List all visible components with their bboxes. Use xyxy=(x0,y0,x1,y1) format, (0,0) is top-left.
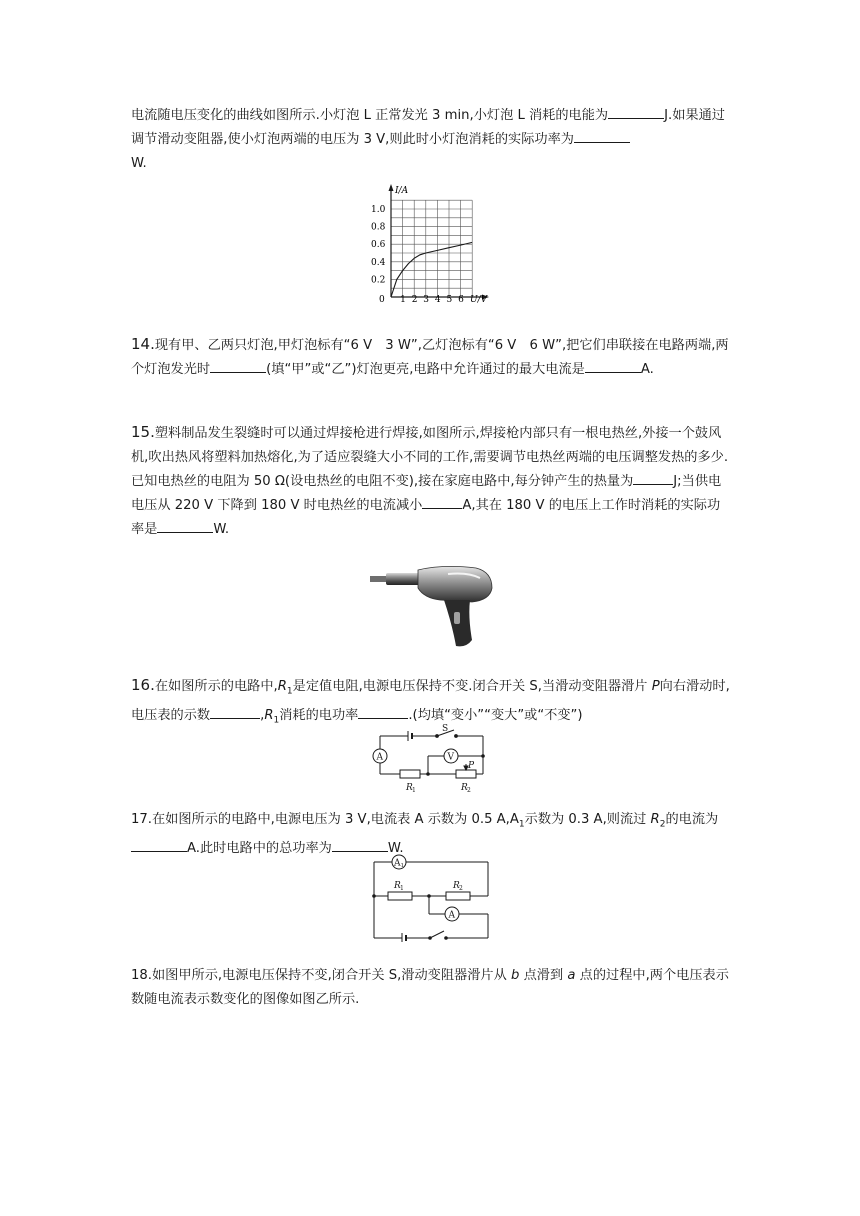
x-tick-label: 1 xyxy=(400,295,406,305)
answer-blank[interactable] xyxy=(131,837,187,852)
nozzle xyxy=(386,573,420,585)
answer-blank[interactable] xyxy=(358,704,408,719)
question-18-text: 18.如图甲所示,电源电压保持不变,闭合开关 S,滑动变阻器滑片从 b 点滑到 a 点的过程中,两个电压表示数随电流表示数变化的图像如图乙所示. xyxy=(131,968,729,1007)
y-axis-label: I/A xyxy=(395,186,409,196)
resistor-r1 xyxy=(388,892,412,900)
iu-curve xyxy=(391,242,472,297)
x-tick-label: 4 xyxy=(434,295,441,305)
svg-text:R: R xyxy=(406,783,413,793)
x-tick-label: 5 xyxy=(446,295,453,305)
y-axis-arrow xyxy=(389,184,394,191)
svg-text:1: 1 xyxy=(400,885,404,892)
answer-blank[interactable] xyxy=(210,704,260,719)
y-tick-label: 0.8 xyxy=(371,222,386,233)
origin-label: 0 xyxy=(379,295,385,305)
heat-gun-image xyxy=(368,562,498,650)
question-14-text: 14.现有甲、乙两只灯泡,甲灯泡标有“6 V 3 W”,乙灯泡标有“6 V 6 W”,把它们串联接在电路两端,两个灯泡发光时 (填“甲”或“乙”)灯泡更亮,电路中允许通过的最大电流是 A. xyxy=(131,335,729,377)
x-tick-label: 3 xyxy=(423,295,430,305)
iu-graph xyxy=(362,183,492,305)
answer-blank[interactable] xyxy=(422,494,462,509)
answer-blank[interactable] xyxy=(574,128,630,143)
y-tick-label: 1.0 xyxy=(371,205,386,215)
x-tick-label: 2 xyxy=(411,295,418,305)
switch xyxy=(430,931,444,938)
answer-blank[interactable] xyxy=(633,470,673,485)
circuit-q16 xyxy=(368,724,490,796)
question-15-text: 15.塑料制品发生裂缝时可以通过焊接枪进行焊接,如图所示,焊接枪内部只有一根电热丝,外接一个鼓风机,吹出热风将塑料加热熔化,为了适应裂缝大小不同的工作,需要调节电热丝两端的电压调整发热的多少.已知电热丝的电阻为 50 Ω(设电热丝的电阻不变),接在家庭电路中,每分钟产生的热量为 J;当供电电压从 220 V 下降到 180 V 时电热丝的电流减小 A,其在 180 V 的电压上工作时消耗的实际功率是 W. xyxy=(131,423,729,537)
answer-blank[interactable] xyxy=(210,358,266,373)
answer-blank[interactable] xyxy=(585,358,641,373)
svg-text:V: V xyxy=(447,752,454,763)
y-tick-label: 0.6 xyxy=(371,240,386,251)
svg-text:2: 2 xyxy=(459,885,463,892)
answer-blank[interactable] xyxy=(157,518,213,533)
svg-text:R: R xyxy=(394,881,401,891)
svg-text:1: 1 xyxy=(412,787,416,794)
resistor-r1 xyxy=(400,770,420,778)
nozzle-tip xyxy=(370,576,388,582)
gun-body xyxy=(418,566,492,602)
svg-text:P: P xyxy=(468,761,475,771)
svg-text:2: 2 xyxy=(467,787,471,794)
question-16-text: 16.在如图所示的电路中$,R_1$是定值电阻,电源电压保持不变.闭合开关 S,当滑动变阻器滑片 P向右滑动时,电压表的示数 $,R_1$消耗的电功率 .(均填“变小”“变大”或“不变”) xyxy=(131,676,730,726)
y-tick-label: 0.4 xyxy=(371,257,386,268)
svg-text:R: R xyxy=(461,783,468,793)
svg-text:R: R xyxy=(453,881,460,891)
answer-blank[interactable] xyxy=(608,104,664,119)
circuit-q17 xyxy=(366,850,494,942)
question-13-text: 电流随电压变化的曲线如图所示.小灯泡 L 正常发光 3 min,小灯泡 L 消耗的电能为 J.如果通过调节滑动变阻器,使小灯泡两端的电压为 3 V,则此时小灯泡消耗的实际功率为 W. xyxy=(131,104,731,176)
y-tick-label: 0.2 xyxy=(371,275,386,286)
question-17-text: 17.在如图所示的电路中,电源电压为 3 V,电流表 A 示数为 0.5 $A,A_1$示数为 0.3 A,则流过 $R_2$的电流为A.此时电路中的总功率为 W. xyxy=(131,812,719,856)
x-axis-label: U/V xyxy=(470,295,488,305)
svg-text:A: A xyxy=(376,752,383,763)
x-tick-label: 6 xyxy=(458,295,464,305)
trigger xyxy=(454,612,460,624)
svg-text:S: S xyxy=(442,724,449,734)
svg-text:A: A xyxy=(394,858,401,869)
y-tick-labels xyxy=(371,205,386,285)
svg-text:A: A xyxy=(448,910,455,921)
rheostat-r2 xyxy=(456,770,476,778)
svg-text:1: 1 xyxy=(400,863,404,869)
graph-grid xyxy=(391,200,472,297)
resistor-r2 xyxy=(446,892,470,900)
